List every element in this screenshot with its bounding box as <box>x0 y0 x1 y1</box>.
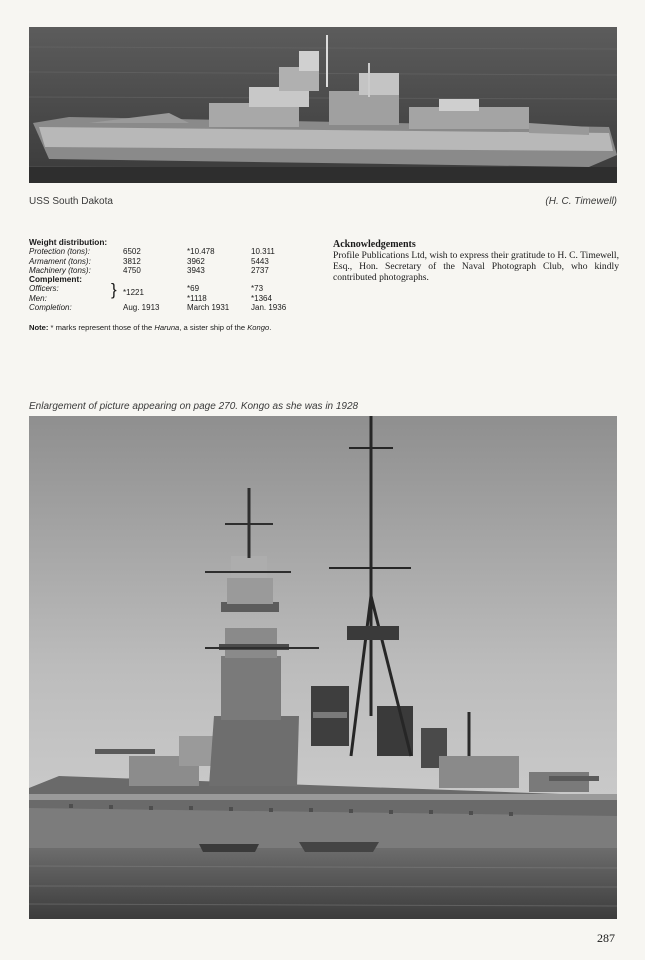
bottom-photo-caption: Enlargement of picture appearing on page 270. Kongo as she was in 1928 <box>29 401 359 412</box>
acknowledgements-text: Profile Publications Ltd, wish to express their gratitude to H. C. Timewell, Esq., Hon. Secretary of the Naval Photograph Club, who kindly contributed photographs. <box>333 250 619 283</box>
page-number: 287 <box>597 931 615 945</box>
acknowledgements <box>333 239 619 283</box>
spec-row-men: Men: *1118 *1364 <box>29 293 272 303</box>
photo-kongo-1928 <box>29 416 617 919</box>
spec-note: Note: * marks represent those of the Haruna, a sister ship of the Kongo. <box>29 323 272 332</box>
spec-row: Protection (tons): 6502 *10.478 10.311 <box>29 247 275 257</box>
acknowledgements-heading: Acknowledgements <box>333 239 416 250</box>
spec-table <box>29 238 319 312</box>
brace-glyph: } <box>111 280 117 300</box>
spec-row: Machinery (tons): 4750 3943 2737 <box>29 265 269 275</box>
spec-row: Armament (tons): 3812 3962 5443 <box>29 256 269 266</box>
spec-row-completion: Completion: Aug. 1913 March 1931 Jan. 1936 <box>29 303 287 313</box>
spec-row-officers: Officers: } *1221 *69 *73 <box>29 280 264 300</box>
caption-ship-name: South Dakota <box>52 196 113 207</box>
caption-ship-prefix: USS <box>29 196 50 207</box>
top-photo-credit: (H. C. Timewell) <box>545 196 617 207</box>
top-photo-caption <box>29 196 113 207</box>
weight-heading: Weight distribution: <box>29 237 108 247</box>
photo-uss-south-dakota <box>29 27 617 183</box>
complement-heading: Complement: <box>29 274 83 285</box>
